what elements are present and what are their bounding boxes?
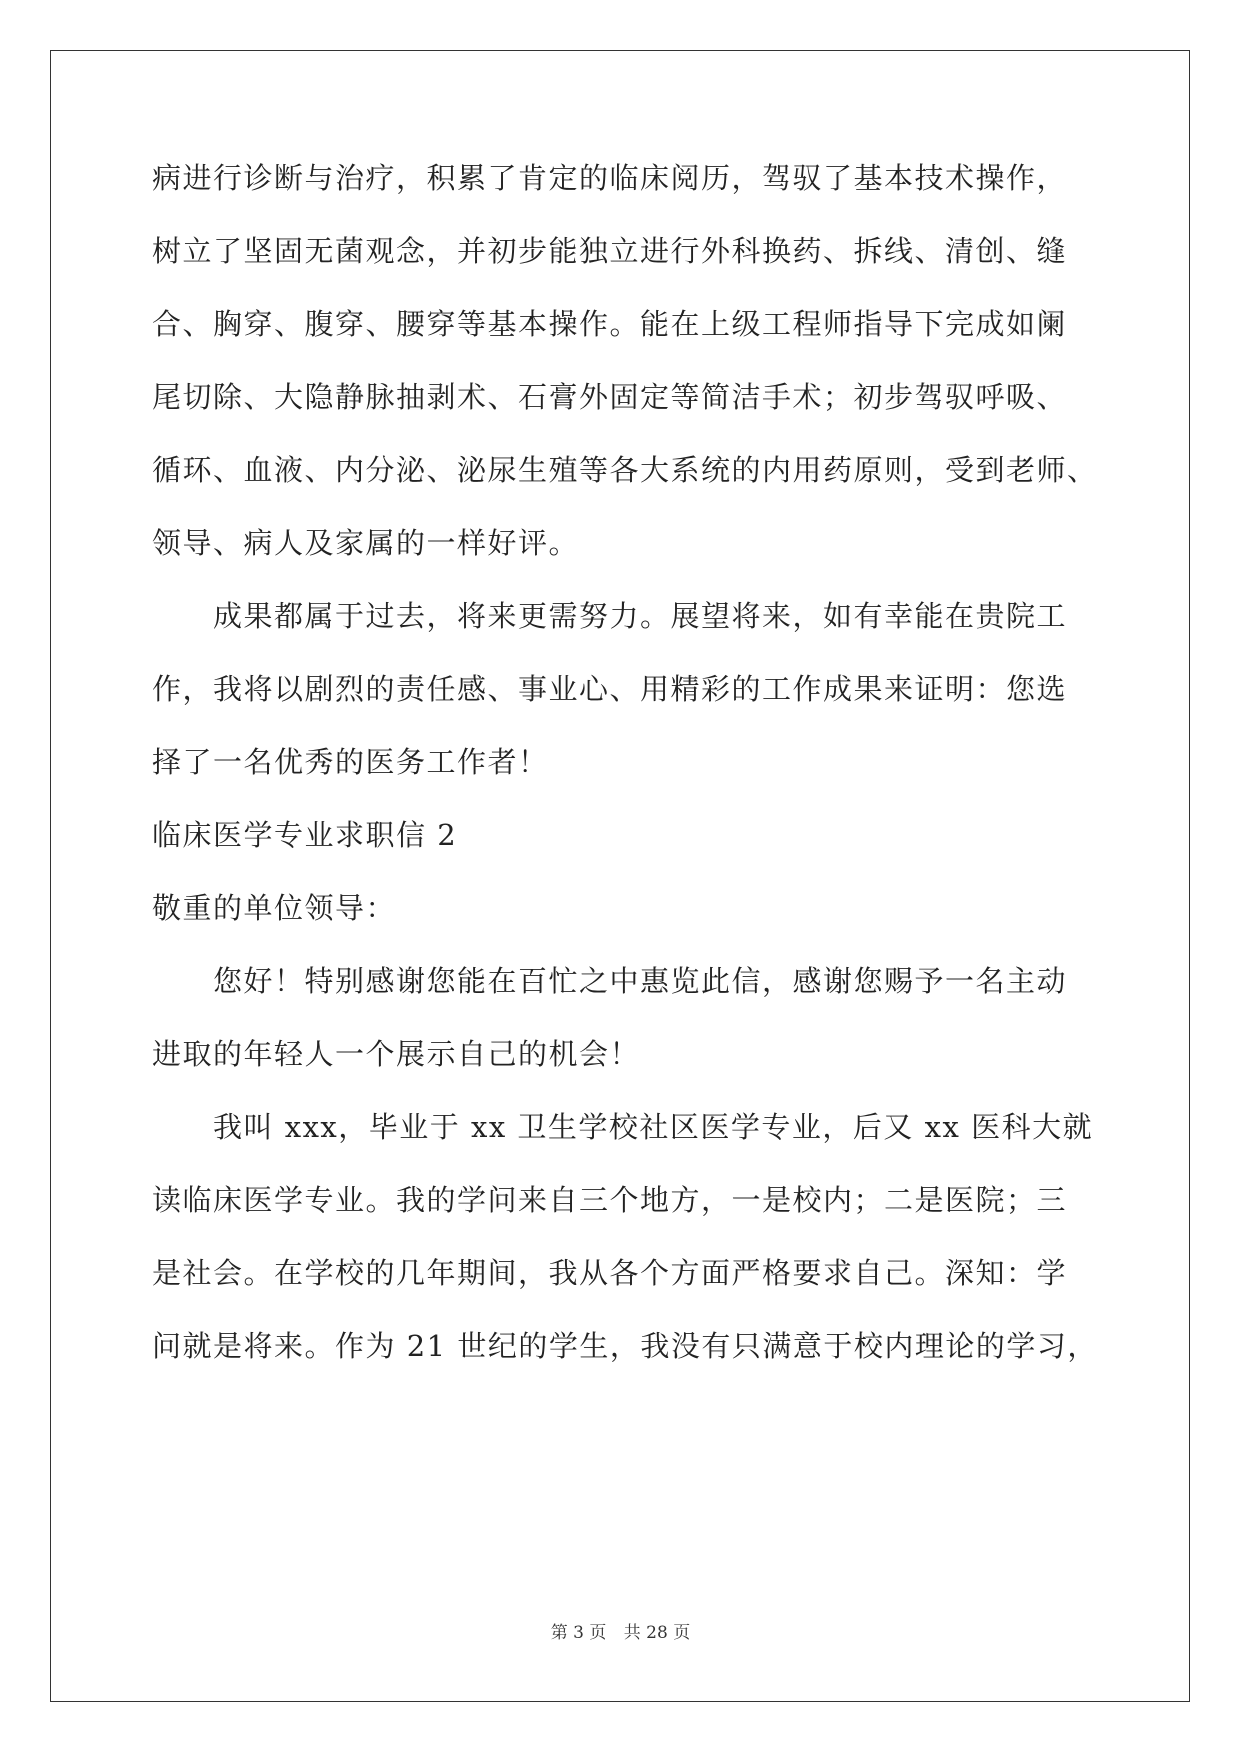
text-line: 读临床医学专业。我的学问来自三个地方，一是校内；二是医院；三 [152, 1183, 1068, 1217]
text-line: 问就是将来。作为 21 世纪的学生，我没有只满意于校内理论的学习， [152, 1329, 1098, 1363]
text-line: 循环、血液、内分泌、泌尿生殖等各大系统的内用药原则，受到老师、 [152, 453, 1098, 487]
total-pages: 共 28 页 [623, 1623, 691, 1643]
section-heading: 临床医学专业求职信 2 [152, 818, 458, 852]
text-line: 树立了坚固无菌观念，并初步能独立进行外科换药、拆线、清创、缝 [152, 234, 1068, 268]
text-line: 领导、病人及家属的一样好评。 [152, 526, 580, 560]
page-footer [0, 1622, 1241, 1644]
page-number: 第 3 页 [550, 1623, 607, 1643]
paragraph-start-line: 成果都属于过去，将来更需努力。展望将来，如有幸能在贵院工 [213, 599, 1068, 633]
text-line: 尾切除、大隐静脉抽剥术、石膏外固定等简洁手术；初步驾驭呼吸、 [152, 380, 1068, 414]
text-line: 合、胸穿、腹穿、腰穿等基本操作。能在上级工程师指导下完成如阑 [152, 307, 1068, 341]
text-line: 病进行诊断与治疗，积累了肯定的临床阅历，驾驭了基本技术操作， [152, 161, 1068, 195]
salutation: 敬重的单位领导： [152, 891, 397, 925]
paragraph-start-line: 您好！特别感谢您能在百忙之中惠览此信，感谢您赐予一名主动 [213, 964, 1068, 998]
page-border [50, 50, 1190, 1702]
text-line: 作，我将以剧烈的责任感、事业心、用精彩的工作成果来证明：您选 [152, 672, 1068, 706]
text-line: 是社会。在学校的几年期间，我从各个方面严格要求自己。深知：学 [152, 1256, 1068, 1290]
text-line: 择了一名优秀的医务工作者！ [152, 745, 549, 779]
paragraph-start-line: 我叫 xxx，毕业于 xx 卫生学校社区医学专业，后又 xx 医科大就 [213, 1110, 1094, 1144]
text-line: 进取的年轻人一个展示自己的机会！ [152, 1037, 641, 1071]
